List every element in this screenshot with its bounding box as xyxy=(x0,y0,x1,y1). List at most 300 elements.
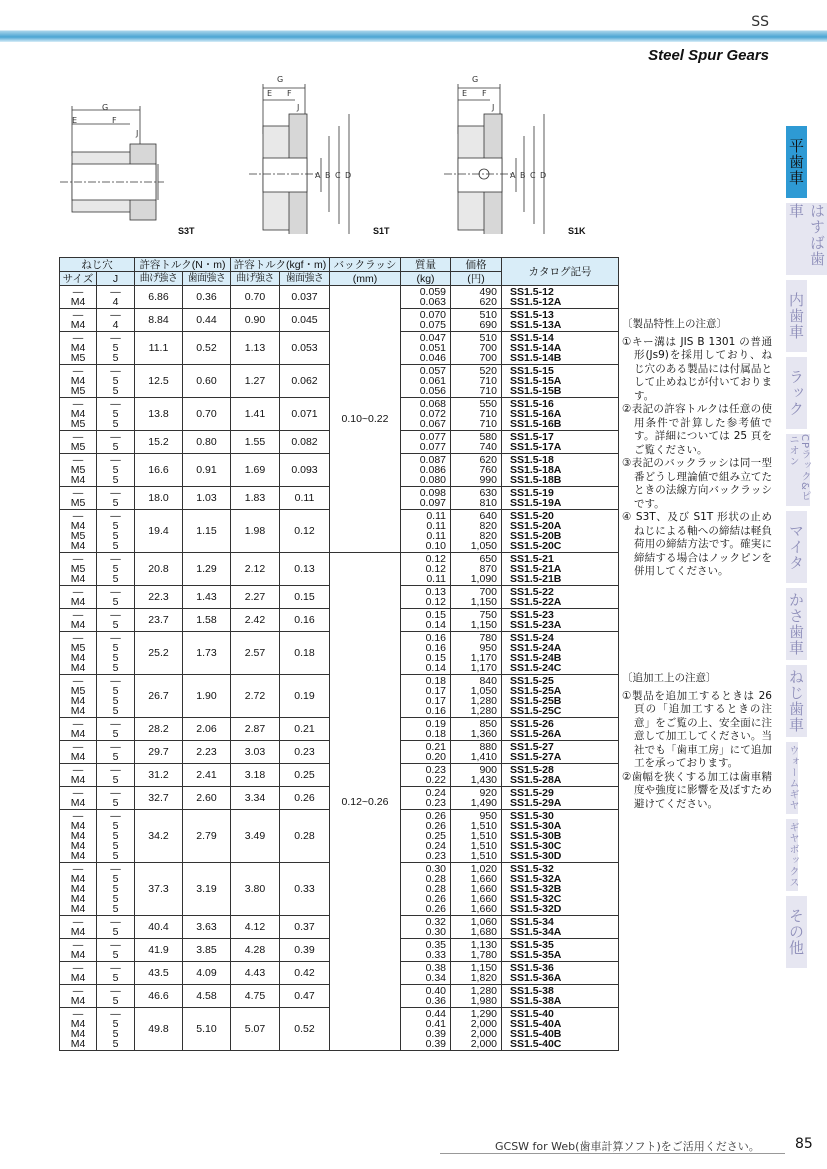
hdr-backlash-unit: (mm) xyxy=(330,272,401,286)
category-tab[interactable]: ねじ歯車 xyxy=(786,665,807,737)
cell-size-line: M4 xyxy=(70,652,86,664)
cell-price xyxy=(451,487,502,510)
category-tab[interactable]: マイタ xyxy=(786,511,807,583)
cell-catalog xyxy=(502,332,619,365)
cell-price-line: 780 xyxy=(479,632,497,644)
cell-mass-line: 0.33 xyxy=(425,949,446,961)
cell-catalog-line: SS1.5-24 xyxy=(510,632,554,644)
cell-bend-nm xyxy=(135,431,183,454)
s1k-label: S1K xyxy=(568,226,586,236)
s1k-dim-d-label: D xyxy=(540,171,547,180)
dim-j-label: J xyxy=(136,129,139,138)
cell-j-line: 5 xyxy=(112,596,119,608)
cell-catalog xyxy=(502,454,619,487)
cell-catalog-line: SS1.5-23 xyxy=(510,609,554,621)
note-item: ①キー溝は JIS B 1301 の普通形(Js9)を採用しており、ねじ穴のある製品には付属品として止めねじが付いております。 xyxy=(622,335,772,402)
cell-face-kgf-line: 0.52 xyxy=(294,1023,315,1035)
cell-bend-nm-line: 37.3 xyxy=(148,883,169,895)
cell-j xyxy=(97,398,135,431)
cell-catalog-line: SS1.5-38 xyxy=(510,985,554,997)
s1k-dim-e-label: E xyxy=(462,89,468,98)
cell-j-line: — xyxy=(110,454,121,466)
cell-face-nm-line: 1.73 xyxy=(196,647,217,659)
cell-mass-line: 0.24 xyxy=(425,787,446,799)
cell-price-line: 1,170 xyxy=(470,652,497,664)
cell-mass-line: 0.28 xyxy=(425,873,446,885)
product-notes-title: 〔製品特性上の注意〕 xyxy=(622,318,727,330)
cell-face-kgf-line: 0.045 xyxy=(291,314,318,326)
cell-catalog xyxy=(502,286,619,309)
cell-face-kgf-line: 0.093 xyxy=(291,464,318,476)
cell-price-line: 490 xyxy=(479,286,497,298)
cell-price-line: 990 xyxy=(479,474,497,486)
cell-price-line: 1,780 xyxy=(470,949,497,961)
category-tab[interactable]: ウォームギヤ xyxy=(786,742,798,814)
section-code: SS xyxy=(751,14,769,30)
cell-size xyxy=(60,916,97,939)
cell-bend-kgf-line: 2.72 xyxy=(244,690,266,702)
product-notes xyxy=(622,318,772,579)
cell-size xyxy=(60,939,97,962)
cell-price xyxy=(451,985,502,1008)
cell-size xyxy=(60,675,97,718)
cell-mass xyxy=(401,787,451,810)
cell-mass-line: 0.44 xyxy=(425,1008,446,1020)
category-tab[interactable]: CPラック&ピニオン xyxy=(786,434,810,506)
cell-face-nm-line: 2.23 xyxy=(196,746,217,758)
cell-size-line: M4 xyxy=(70,903,86,915)
cell-face-kgf-line: 0.13 xyxy=(294,563,315,575)
cell-bend-kgf xyxy=(231,286,280,309)
cell-bend-kgf xyxy=(231,487,280,510)
cell-mass xyxy=(401,741,451,764)
cell-size-line: M5 xyxy=(70,418,86,430)
cell-j-line: 5 xyxy=(112,926,119,938)
cell-bend-kgf-line: 2.87 xyxy=(244,723,266,735)
cell-size xyxy=(60,510,97,553)
cell-bend-kgf-line: 3.49 xyxy=(244,830,266,842)
cell-size xyxy=(60,586,97,609)
table-row xyxy=(60,553,619,586)
cell-bend-kgf-line: 3.03 xyxy=(244,746,266,758)
cell-j-line: 5 xyxy=(112,540,119,552)
cell-face-nm xyxy=(183,431,231,454)
s1t-dim-j-label: J xyxy=(297,103,300,112)
cell-price-line: 950 xyxy=(479,810,497,822)
cell-size-line: M4 xyxy=(70,1028,86,1040)
cell-face-kgf xyxy=(280,553,330,586)
cell-face-nm xyxy=(183,810,231,863)
cell-mass-line: 0.16 xyxy=(425,705,446,717)
cell-size-line: M4 xyxy=(70,573,86,585)
cell-catalog-line: SS1.5-32B xyxy=(510,883,562,895)
cell-face-kgf xyxy=(280,309,330,332)
cell-mass xyxy=(401,632,451,675)
cell-bend-kgf-line: 2.57 xyxy=(244,647,266,659)
cell-j xyxy=(97,718,135,741)
cell-face-kgf xyxy=(280,609,330,632)
cell-size-line: M4 xyxy=(70,949,86,961)
cell-j-line: 4 xyxy=(112,319,119,331)
s1t-drawing xyxy=(245,74,365,234)
cell-price-line: 760 xyxy=(479,464,497,476)
cell-catalog-line: SS1.5-38A xyxy=(510,995,562,1007)
cell-bend-kgf-line: 1.83 xyxy=(244,492,266,504)
cell-size-line: — xyxy=(72,398,84,410)
cell-j-line: 5 xyxy=(112,652,119,664)
cell-face-nm-line: 3.85 xyxy=(196,944,217,956)
cell-j-line: — xyxy=(110,741,121,753)
cell-catalog-line: SS1.5-15B xyxy=(510,385,562,397)
cell-face-nm-line: 1.03 xyxy=(196,492,217,504)
cell-bend-nm xyxy=(135,309,183,332)
cell-j-line: — xyxy=(110,286,121,298)
category-tab[interactable]: 平歯車 xyxy=(786,126,807,198)
cell-face-kgf-line: 0.082 xyxy=(291,436,318,448)
cell-face-kgf xyxy=(280,586,330,609)
cell-price-line: 1,050 xyxy=(470,685,497,697)
cell-catalog-line: SS1.5-35A xyxy=(510,949,562,961)
cell-mass-line: 0.25 xyxy=(425,830,446,842)
cell-mass-line: 0.098 xyxy=(419,487,446,499)
cell-size xyxy=(60,741,97,764)
s1k-dim-c-label: C xyxy=(530,171,536,180)
cell-size-line: — xyxy=(72,309,84,321)
cell-j-line: — xyxy=(110,863,121,875)
page-number: 85 xyxy=(795,1136,813,1152)
cell-size-line: M4 xyxy=(70,751,86,763)
cell-size-line: M4 xyxy=(70,995,86,1007)
cell-catalog xyxy=(502,916,619,939)
cell-price-line: 650 xyxy=(479,553,497,565)
cell-catalog xyxy=(502,985,619,1008)
cell-catalog-line: SS1.5-21 xyxy=(510,553,554,565)
cell-size-line: M5 xyxy=(70,464,86,476)
cell-j xyxy=(97,985,135,1008)
cell-bend-nm-line: 32.7 xyxy=(148,792,169,804)
cell-mass-line: 0.18 xyxy=(425,728,446,740)
cell-mass-line: 0.068 xyxy=(419,398,446,410)
cell-j-line: 5 xyxy=(112,893,119,905)
s1t-dim-b-label: B xyxy=(325,171,331,180)
cell-bend-nm-line: 22.3 xyxy=(148,591,169,603)
cell-size-line: M5 xyxy=(70,352,86,364)
cell-size-line: M4 xyxy=(70,883,86,895)
cell-size-line: — xyxy=(72,939,84,951)
cell-bend-nm-line: 15.2 xyxy=(148,436,169,448)
cell-size-line: M5 xyxy=(70,530,86,542)
cell-mass-line: 0.061 xyxy=(419,375,446,387)
cell-price-line: 700 xyxy=(479,342,497,354)
cell-price-line: 520 xyxy=(479,365,497,377)
category-tab[interactable]: かさ歯車 xyxy=(786,588,807,660)
cell-catalog-line: SS1.5-40A xyxy=(510,1018,562,1030)
cell-face-nm-line: 1.29 xyxy=(196,563,217,575)
category-tab[interactable]: ギヤボックス xyxy=(786,819,798,891)
cell-face-kgf-line: 0.19 xyxy=(294,690,315,702)
cell-size-line: — xyxy=(72,810,84,822)
cell-price xyxy=(451,1008,502,1051)
cell-price xyxy=(451,939,502,962)
cell-j-line: 5 xyxy=(112,464,119,476)
cell-catalog-line: SS1.5-40B xyxy=(510,1028,562,1040)
cell-price xyxy=(451,632,502,675)
dim-g-label: G xyxy=(102,104,109,112)
cell-j-line: 5 xyxy=(112,774,119,786)
cell-bend-kgf xyxy=(231,939,280,962)
cell-j-line: — xyxy=(110,718,121,730)
cell-j xyxy=(97,1008,135,1051)
cell-catalog-line: SS1.5-17A xyxy=(510,441,562,453)
cell-j-line: 5 xyxy=(112,375,119,387)
cell-j-line: — xyxy=(110,309,121,321)
cell-size-line: M4 xyxy=(70,893,86,905)
cell-size-line: M4 xyxy=(70,408,86,420)
hdr-mass: 質量 xyxy=(401,258,451,272)
cell-j xyxy=(97,787,135,810)
cell-size xyxy=(60,309,97,332)
cell-mass-line: 0.072 xyxy=(419,408,446,420)
cell-mass-line: 0.11 xyxy=(426,510,446,522)
cell-mass-line: 0.12 xyxy=(425,563,446,575)
hdr-face-kgf: 歯面強さ xyxy=(280,272,330,286)
cell-mass-line: 0.11 xyxy=(426,573,446,585)
category-tab[interactable]: 内歯車 xyxy=(786,280,807,352)
cell-face-nm xyxy=(183,741,231,764)
cell-bend-nm xyxy=(135,510,183,553)
cell-price-line: 880 xyxy=(479,741,497,753)
hdr-backlash: バックラッシ xyxy=(330,258,401,272)
cell-price-line: 810 xyxy=(479,497,497,509)
cell-face-nm-line: 1.43 xyxy=(196,591,217,603)
cell-j-line: 5 xyxy=(112,497,119,509)
cell-price xyxy=(451,454,502,487)
cell-bend-nm-line: 18.0 xyxy=(148,492,169,504)
cell-mass xyxy=(401,609,451,632)
cell-catalog xyxy=(502,787,619,810)
cell-bend-nm-line: 16.6 xyxy=(148,464,169,476)
cell-face-kgf-line: 0.33 xyxy=(294,883,315,895)
cell-face-nm xyxy=(183,454,231,487)
cell-face-kgf-line: 0.21 xyxy=(294,723,315,735)
cell-face-nm-line: 3.19 xyxy=(196,883,217,895)
cell-face-kgf-line: 0.071 xyxy=(291,408,318,420)
cell-size-line: M5 xyxy=(70,563,86,575)
cell-bend-kgf xyxy=(231,553,280,586)
cell-size xyxy=(60,365,97,398)
cell-size-line: M4 xyxy=(70,1038,86,1050)
cell-price-line: 510 xyxy=(479,332,497,344)
cell-catalog xyxy=(502,398,619,431)
cell-bend-kgf xyxy=(231,510,280,553)
cell-bend-kgf xyxy=(231,675,280,718)
cell-size-line: — xyxy=(72,741,84,753)
cell-face-nm xyxy=(183,398,231,431)
cell-bend-nm-line: 23.7 xyxy=(148,614,169,626)
cell-mass-line: 0.047 xyxy=(419,332,446,344)
cell-j-line: 5 xyxy=(112,695,119,707)
s1t-dim-c-label: C xyxy=(335,171,341,180)
cell-price-line: 1,820 xyxy=(470,972,497,984)
cell-face-nm-line: 0.91 xyxy=(196,464,217,476)
cell-face-nm-line: 0.70 xyxy=(196,408,217,420)
cell-price xyxy=(451,764,502,787)
cell-face-kgf-line: 0.23 xyxy=(294,746,315,758)
cell-bend-kgf xyxy=(231,718,280,741)
cell-j-line: — xyxy=(110,764,121,776)
cell-j-line: — xyxy=(110,787,121,799)
cell-bend-nm xyxy=(135,1008,183,1051)
category-tab[interactable]: はすば歯車 xyxy=(786,203,827,275)
cell-face-nm xyxy=(183,939,231,962)
hdr-price-unit: (円) xyxy=(451,272,502,286)
cell-j xyxy=(97,810,135,863)
cell-j xyxy=(97,553,135,586)
cell-mass xyxy=(401,286,451,309)
cell-price-line: 1,280 xyxy=(470,985,497,997)
cell-price-line: 550 xyxy=(479,398,497,410)
cell-bend-nm xyxy=(135,962,183,985)
cell-price-line: 870 xyxy=(479,563,497,575)
cell-j-line: 4 xyxy=(112,296,119,308)
cell-backlash-line: 0.12~0.26 xyxy=(341,795,389,808)
cell-catalog xyxy=(502,586,619,609)
cell-j-line: — xyxy=(110,632,121,644)
cell-catalog-line: SS1.5-15A xyxy=(510,375,562,387)
cell-mass-line: 0.38 xyxy=(425,962,446,974)
cell-face-nm-line: 1.15 xyxy=(196,525,217,537)
cell-bend-kgf-line: 4.43 xyxy=(244,967,266,979)
cell-mass-line: 0.17 xyxy=(425,695,446,707)
cell-price-line: 840 xyxy=(479,675,497,687)
cell-bend-kgf-line: 4.28 xyxy=(244,944,266,956)
cell-catalog-line: SS1.5-13A xyxy=(510,319,562,331)
hdr-j: J xyxy=(97,272,135,286)
cell-price-line: 1,660 xyxy=(470,883,497,895)
cell-j-line: 5 xyxy=(112,751,119,763)
note-item: ③表記のバックラッシは同一型番どうし理論値で組み立てたときの法線方向バックラッシです。 xyxy=(622,457,772,510)
cell-j-line: 5 xyxy=(112,873,119,885)
cell-backlash xyxy=(330,286,401,553)
cell-bend-nm xyxy=(135,332,183,365)
cell-catalog-line: SS1.5-18 xyxy=(510,454,554,466)
cell-mass-line: 0.26 xyxy=(425,903,446,915)
cell-price xyxy=(451,718,502,741)
cell-catalog-line: SS1.5-22A xyxy=(510,596,562,608)
cell-size-line: — xyxy=(72,487,84,499)
cell-mass-line: 0.30 xyxy=(425,926,446,938)
hdr-bend-kgf: 曲げ強さ xyxy=(231,272,280,286)
cell-price xyxy=(451,332,502,365)
cell-j-line: — xyxy=(110,1008,121,1020)
cell-j-line: — xyxy=(110,332,121,344)
cell-face-nm xyxy=(183,985,231,1008)
header-band xyxy=(0,0,827,42)
s1t-dim-f-label: F xyxy=(287,89,292,98)
cell-j-line: 5 xyxy=(112,530,119,542)
cell-price-line: 710 xyxy=(479,418,497,430)
cell-j xyxy=(97,487,135,510)
cell-j-line: — xyxy=(110,810,121,822)
cell-catalog xyxy=(502,487,619,510)
cell-face-nm xyxy=(183,1008,231,1051)
cell-face-kgf-line: 0.28 xyxy=(294,830,315,842)
cell-mass xyxy=(401,398,451,431)
cell-j xyxy=(97,764,135,787)
cell-bend-kgf-line: 2.42 xyxy=(244,614,266,626)
cell-j-line: — xyxy=(110,985,121,997)
cell-catalog xyxy=(502,675,619,718)
cell-mass-line: 0.097 xyxy=(419,497,446,509)
cell-face-kgf-line: 0.037 xyxy=(291,291,318,303)
cell-catalog xyxy=(502,365,619,398)
cell-mass xyxy=(401,510,451,553)
cell-face-kgf xyxy=(280,332,330,365)
cell-size-line: — xyxy=(72,431,84,443)
cell-size-line: — xyxy=(72,609,84,621)
cell-mass xyxy=(401,718,451,741)
hdr-size: サイズ xyxy=(60,272,97,286)
cell-j xyxy=(97,286,135,309)
cell-j-line: 5 xyxy=(112,728,119,740)
cell-price xyxy=(451,810,502,863)
cell-mass-line: 0.070 xyxy=(419,309,446,321)
cell-size-line: M4 xyxy=(70,375,86,387)
cell-bend-kgf-line: 2.12 xyxy=(244,563,266,575)
cell-face-kgf xyxy=(280,787,330,810)
cell-mass-line: 0.12 xyxy=(425,596,446,608)
cell-bend-kgf-line: 3.34 xyxy=(244,792,266,804)
table-row xyxy=(60,286,619,309)
cell-j-line: — xyxy=(110,962,121,974)
note-item: ④ S3T、及び S1T 形状の止めねじによる軸への締結は軽負荷用の締結方法です。確実に締結する場合はノックピンを併用してください。 xyxy=(622,511,772,577)
cell-price xyxy=(451,787,502,810)
cell-bend-nm xyxy=(135,764,183,787)
cell-mass-line: 0.16 xyxy=(425,642,446,654)
cell-bend-kgf-line: 1.41 xyxy=(244,408,266,420)
cell-bend-kgf-line: 1.27 xyxy=(244,375,266,387)
cell-mass-line: 0.15 xyxy=(425,609,446,621)
s1k-dim-j-label: J xyxy=(492,103,495,112)
cell-face-nm-line: 2.79 xyxy=(196,830,217,842)
cell-bend-kgf xyxy=(231,916,280,939)
cell-price-line: 1,060 xyxy=(470,916,497,928)
category-tab[interactable]: その他 xyxy=(786,896,807,968)
cell-j-line: — xyxy=(110,431,121,443)
cell-mass-line: 0.11 xyxy=(426,520,446,532)
cell-price-line: 1,290 xyxy=(470,1008,497,1020)
cell-catalog xyxy=(502,741,619,764)
cell-mass xyxy=(401,764,451,787)
cell-j-line: — xyxy=(110,586,121,598)
category-tab[interactable]: ラック xyxy=(786,357,807,429)
cell-backlash-line: 0.10~0.22 xyxy=(341,413,389,425)
cell-price-line: 1,150 xyxy=(470,619,497,631)
cell-price-line: 920 xyxy=(479,787,497,799)
cell-face-nm xyxy=(183,718,231,741)
cell-bend-kgf-line: 5.07 xyxy=(244,1023,266,1035)
cell-catalog-line: SS1.5-15 xyxy=(510,365,554,377)
cell-size xyxy=(60,609,97,632)
cell-size-line: — xyxy=(72,985,84,997)
s3t-drawing xyxy=(60,104,170,234)
cell-size xyxy=(60,764,97,787)
cell-catalog-line: SS1.5-28 xyxy=(510,764,554,776)
note-item: ②表記の許容トルクは任意の使用条件で計算した参考値です。詳細については 25 頁をご覧ください。 xyxy=(622,403,772,456)
cell-j-line: 5 xyxy=(112,642,119,654)
cell-bend-nm-line: 26.7 xyxy=(148,690,169,702)
cell-size-line: M4 xyxy=(70,774,86,786)
